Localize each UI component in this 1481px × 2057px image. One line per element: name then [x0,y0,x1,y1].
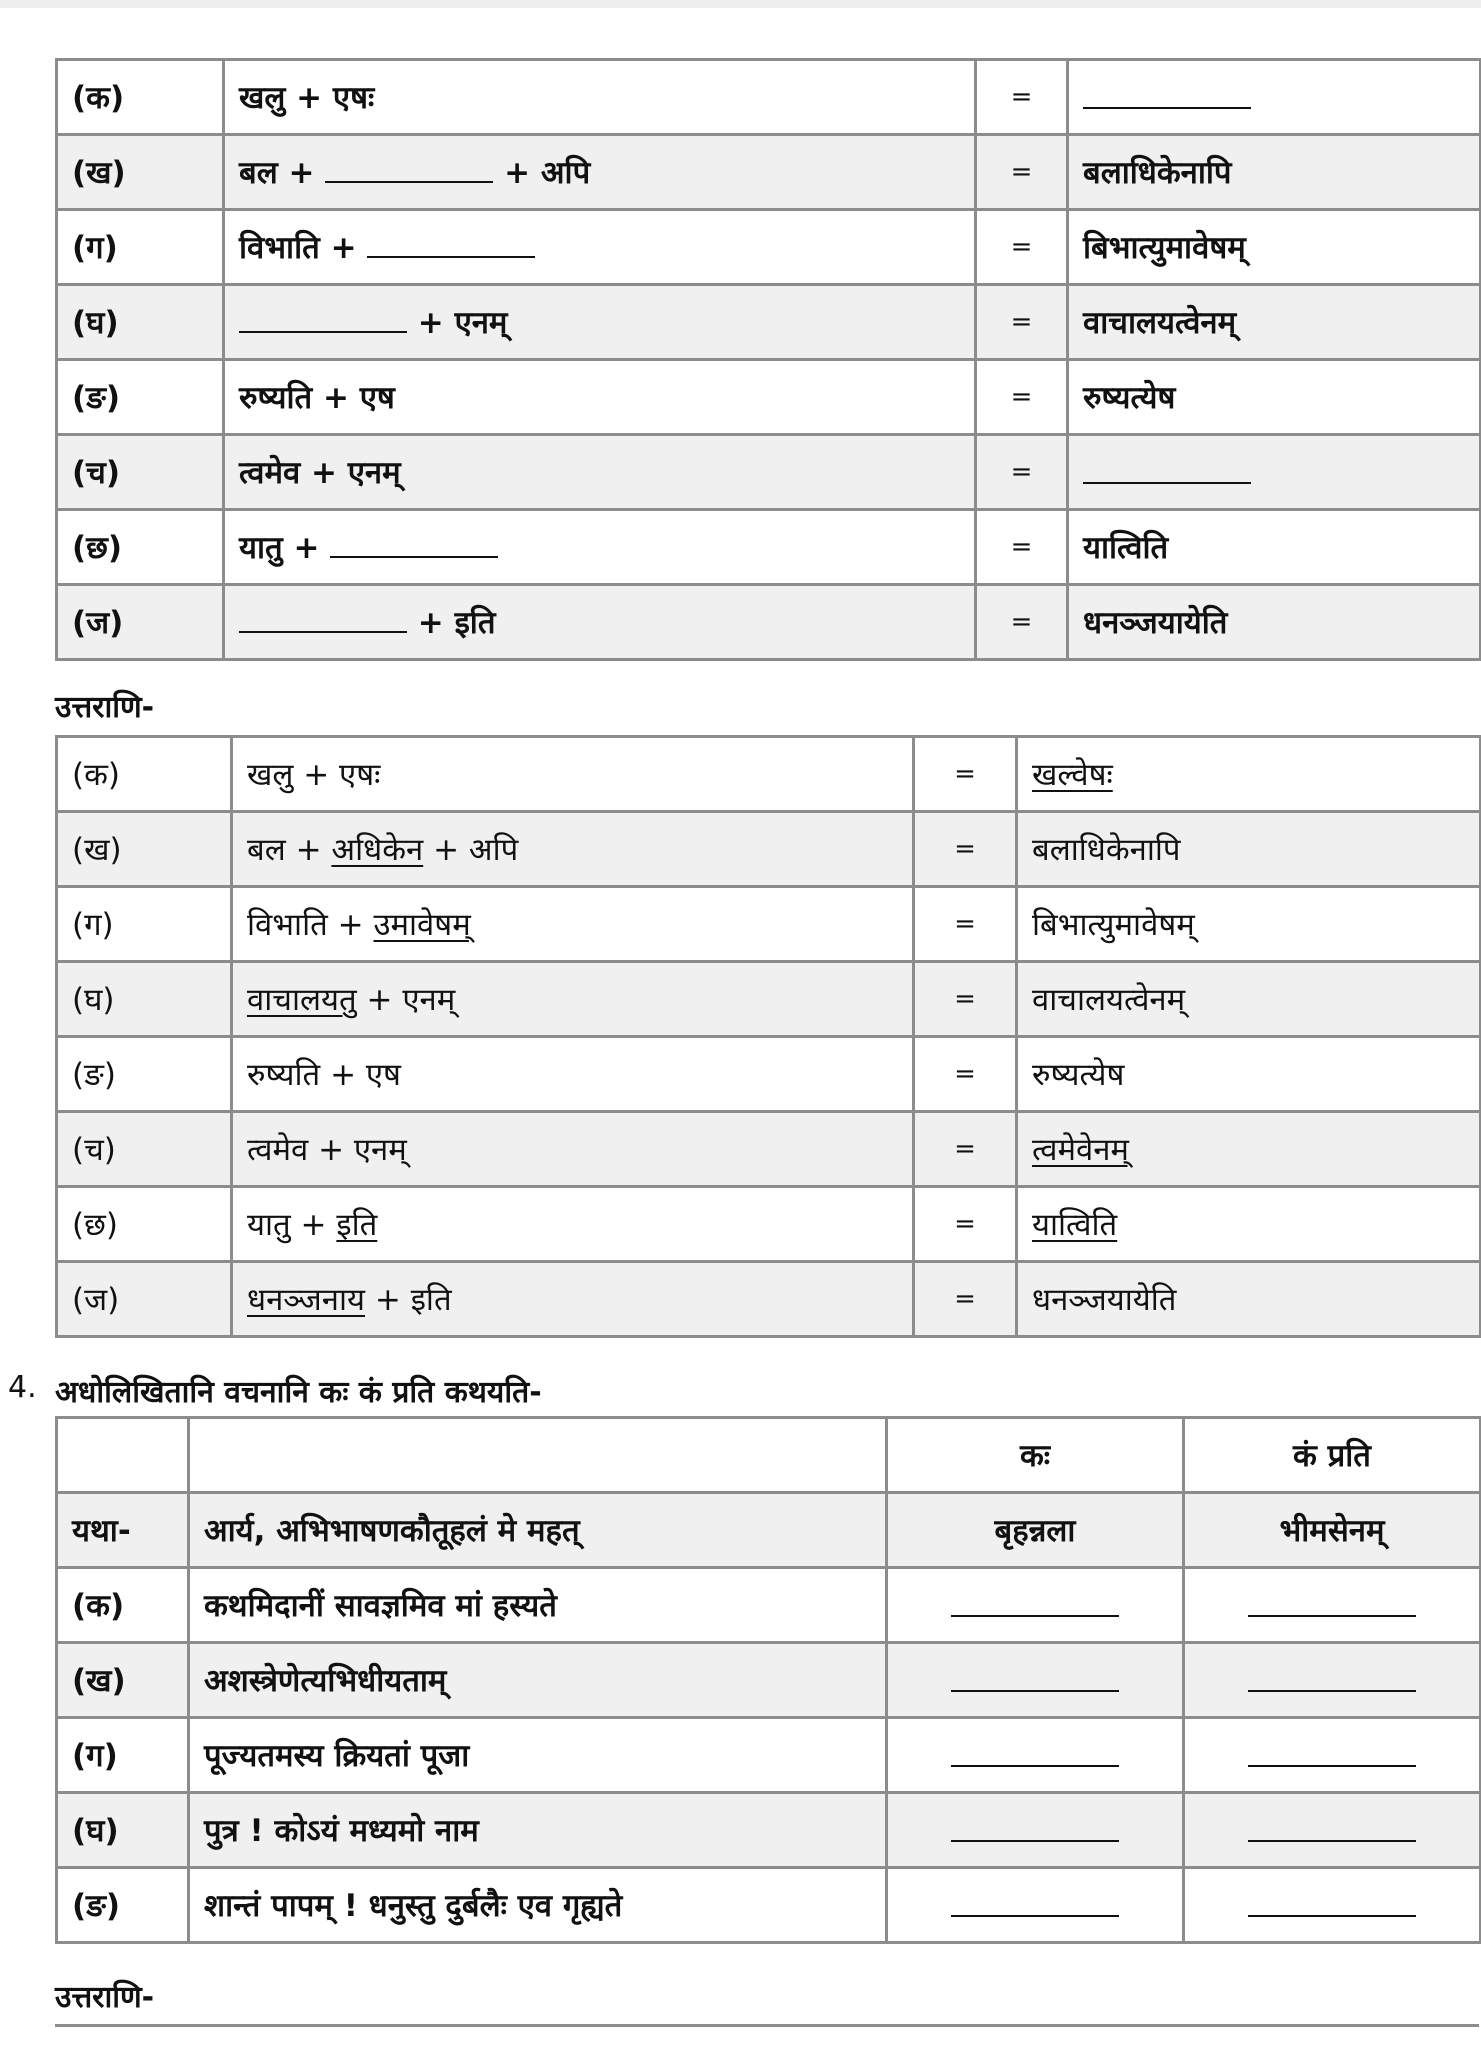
header-addressee: कं प्रति [1184,1418,1481,1493]
statement-text: कथमिदानीं सावज्ञमिव मां हस्यते [189,1568,887,1643]
fill-blank [239,301,407,333]
row-mark: (घ) [57,285,224,360]
table-row [57,360,1481,435]
fill-blank [1248,1585,1416,1617]
table-row [57,510,1481,585]
part-text: त्वमेव + एनम् [239,455,401,491]
result-text: बिभात्युमावेषम् [1017,887,1481,962]
speaker-text: बृहन्नला [887,1493,1184,1568]
part-text: + इति [417,605,496,641]
question-text: अधोलिखितानि वचनानि कः कं प्रति कथयति- [55,1375,542,1410]
result-text: बलाधिकेनापि [1068,135,1481,210]
row-mark: (ख) [57,135,224,210]
sandhi-parts [224,210,976,285]
table-row [57,285,1481,360]
example-row [57,1493,1481,1568]
addressee-blank [1184,1868,1481,1943]
part-text: त्वमेव + एनम् [247,1132,407,1168]
statement-text: अशस्त्रेणेत्यभिधीयताम् [189,1643,887,1718]
sandhi-parts [232,1262,914,1337]
equals-sign: = [914,887,1017,962]
addressee-blank [1184,1718,1481,1793]
fill-blank [951,1735,1119,1767]
speaker-blank [887,1718,1184,1793]
fill-blank [1083,452,1251,484]
result-text: वाचालयत्वेनम् [1068,285,1481,360]
part-text: विभाति + [239,230,357,266]
sandhi-parts [232,1112,914,1187]
equals-sign: = [976,435,1068,510]
row-mark: (ग) [57,1718,189,1793]
sandhi-parts [232,737,914,812]
part-text: यातु + [247,1207,327,1243]
part-text: + अपि [504,155,591,191]
part-text: रुष्यति + एष [247,1057,401,1093]
result-text: वाचालयत्वेनम् [1017,962,1481,1037]
equals-sign: = [976,360,1068,435]
result-text: धनञ्जयायेति [1068,585,1481,660]
table-row [57,962,1481,1037]
table-row [57,1112,1481,1187]
sandhi-parts [224,285,976,360]
row-mark: (ज) [57,1262,232,1337]
table-row [57,1643,1481,1718]
answer-text: वाचालयतु [247,982,357,1018]
table-row [57,1718,1481,1793]
addressee-text: भीमसेनम् [1184,1493,1481,1568]
row-mark: (ङ) [57,360,224,435]
sandhi-parts [232,887,914,962]
statement-text: पूज्यतमस्य क्रियतां पूजा [189,1718,887,1793]
answer-text: खल्वेषः [1032,757,1113,793]
answers-label: उत्तराणि- [55,690,155,725]
header-speaker: कः [887,1418,1184,1493]
table-row [57,737,1481,812]
part-text: विभाति + [247,907,364,943]
sandhi-question-table [55,58,1481,661]
part-text: खलु + एषः [239,80,375,116]
sandhi-parts [232,812,914,887]
fill-blank [1248,1660,1416,1692]
row-mark: (ख) [57,1643,189,1718]
part-text: + एनम् [366,982,456,1018]
fill-blank [1248,1810,1416,1842]
table-row [57,1187,1481,1262]
table-row [57,60,1481,135]
sandhi-parts [224,60,976,135]
fill-blank [951,1660,1119,1692]
part-text: यातु + [239,530,320,566]
result-text: बलाधिकेनापि [1017,812,1481,887]
row-mark: (च) [57,1112,232,1187]
sandhi-parts [224,435,976,510]
fill-blank [951,1585,1119,1617]
part-text: बल + [247,832,322,868]
equals-sign: = [976,285,1068,360]
row-mark: (क) [57,1568,189,1643]
fill-blank [951,1885,1119,1917]
fill-blank [951,1810,1119,1842]
row-mark: (ग) [57,210,224,285]
next-table-edge [55,2024,1479,2057]
row-mark: (क) [57,737,232,812]
row-mark: (क) [57,60,224,135]
sandhi-parts [224,585,976,660]
statement-text: पुत्र ! कोऽयं मध्यमो नाम [189,1793,887,1868]
equals-sign: = [976,60,1068,135]
table-row [57,1037,1481,1112]
table-row [57,887,1481,962]
fill-blank [325,151,493,183]
question-number: 4. [8,1370,37,1405]
statement-text: शान्तं पापम् ! धनुस्तु दुर्बलैः एव गृह्यते [189,1868,887,1943]
row-mark: (ख) [57,812,232,887]
sandhi-parts [232,1037,914,1112]
result-text [1017,737,1481,812]
row-mark: (घ) [57,1793,189,1868]
fill-blank [1248,1885,1416,1917]
part-text: बल + [239,155,315,191]
part-text: + इति [374,1282,452,1318]
row-mark: (ज) [57,585,224,660]
table-row [57,1568,1481,1643]
addressee-blank [1184,1643,1481,1718]
row-mark: (घ) [57,962,232,1037]
answer-text: इति [336,1207,378,1243]
row-mark: (ङ) [57,1868,189,1943]
equals-sign: = [976,510,1068,585]
top-edge [0,0,1481,8]
table-row [57,1262,1481,1337]
part-text: रुष्यति + एष [239,380,395,416]
result-blank [1068,60,1481,135]
addressee-blank [1184,1568,1481,1643]
fill-blank [239,601,407,633]
fill-blank [1248,1735,1416,1767]
answer-text: अधिकेन [331,832,424,868]
speaker-blank [887,1643,1184,1718]
table-row [57,135,1481,210]
part-text: + एनम् [417,305,508,341]
header-row [57,1418,1481,1493]
row-mark: (छ) [57,1187,232,1262]
header-cell [189,1418,887,1493]
result-text [1017,1112,1481,1187]
table-row [57,812,1481,887]
fill-blank [1083,77,1251,109]
table-row [57,435,1481,510]
sandhi-parts [224,510,976,585]
table-row [57,210,1481,285]
addressee-blank [1184,1793,1481,1868]
table-row [57,1793,1481,1868]
sandhi-parts [232,962,914,1037]
result-text: यात्विति [1068,510,1481,585]
statement-text: आर्य, अभिभाषणकौतूहलं मे महत् [189,1493,887,1568]
row-mark: (च) [57,435,224,510]
sandhi-parts [232,1187,914,1262]
answer-text: उमावेषम् [373,907,471,943]
answers-label: उत्तराणि- [55,1980,155,2015]
sandhi-parts [224,135,976,210]
sandhi-parts [224,360,976,435]
row-mark: (ङ) [57,1037,232,1112]
sandhi-answer-table [55,735,1481,1338]
speaker-blank [887,1793,1184,1868]
equals-sign: = [914,962,1017,1037]
equals-sign: = [976,135,1068,210]
result-text: रुष्यत्येष [1017,1037,1481,1112]
equals-sign: = [914,1262,1017,1337]
result-blank [1068,435,1481,510]
equals-sign: = [914,1187,1017,1262]
row-mark: (छ) [57,510,224,585]
speaker-table [55,1416,1481,1944]
answer-text: यात्विति [1032,1207,1118,1243]
speaker-blank [887,1568,1184,1643]
result-text: रुष्यत्येष [1068,360,1481,435]
part-text: + अपि [433,832,519,868]
fill-blank [367,226,535,258]
table-row [57,585,1481,660]
fill-blank [330,526,498,558]
row-mark: यथा- [57,1493,189,1568]
equals-sign: = [914,1112,1017,1187]
equals-sign: = [914,1037,1017,1112]
equals-sign: = [976,585,1068,660]
answer-text: त्वमेवेनम् [1032,1132,1129,1168]
answer-text: धनञ्जनाय [247,1282,365,1318]
row-mark: (ग) [57,887,232,962]
header-cell [57,1418,189,1493]
equals-sign: = [914,812,1017,887]
equals-sign: = [976,210,1068,285]
part-text: खलु + एषः [247,757,381,793]
equals-sign: = [914,737,1017,812]
result-text: बिभात्युमावेषम् [1068,210,1481,285]
result-text [1017,1187,1481,1262]
result-text: धनञ्जयायेति [1017,1262,1481,1337]
table-row [57,1868,1481,1943]
speaker-blank [887,1868,1184,1943]
